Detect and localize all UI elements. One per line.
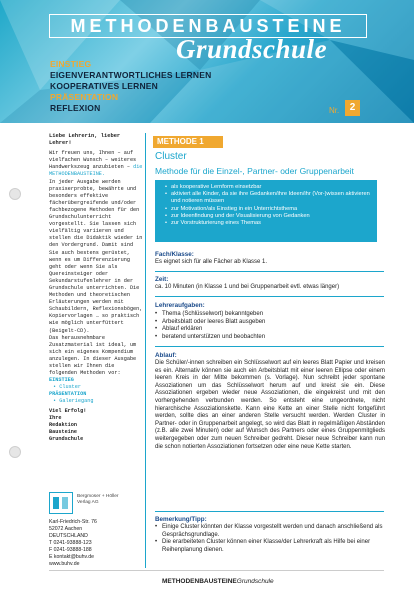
fach-heading: Fach/Klasse: xyxy=(155,251,194,258)
sign-redaktion: Redaktion xyxy=(49,421,78,428)
category-einstieg: EINSTIEG xyxy=(50,59,92,69)
list-item: • Einige Cluster könnten der Klasse vorgestellt werden und danach anschließend als Gesprächsgrundlage. xyxy=(155,524,385,539)
contact-email: E kontakt@buhv.de xyxy=(49,554,94,560)
goal-item: • aktiviert alle Kinder, da sie ihre Gedanken/ihre Ideen/ihr (Vor-)wissen aktivieren und notieren müssen xyxy=(165,191,371,205)
category-reflexion: REFLEXION xyxy=(50,103,101,113)
paragraph-1: In jeder Ausgabe werden praxiserprobte, bewährte und besonders effektive fächerübergreifende und/oder fachbezogene Methoden für den Grundschulunterricht vorgestellt. Sie lassen sich vielfältig variieren und stellen die Didaktik wieder in den Vordergrund. Damit sind Sie auch bestens gerüstet, wenn es um Differenzierung geht oder wenn Sie als Quereinsteiger oder Sekundarstufenlehrer in der Grundschule unterrichten. Die Methoden und theoretischen Erläuterungen werden mit Schaubildern, Reflexionsbögen, Kopiervorlagen … so praktisch wie möglich unterfüttert (Beigelt-CD). xyxy=(49,178,143,334)
issue-number-label: Nr. xyxy=(329,106,340,115)
sign-grundschule: Grundschule xyxy=(49,435,84,442)
goal-item: • zur Vorstrukturierung eines Themas xyxy=(165,220,371,227)
sign-bausteine: Bausteine xyxy=(49,428,78,435)
goal-item: • als kooperative Lernform einsetzbar xyxy=(165,184,371,191)
issue-number-badge: 2 xyxy=(345,100,360,116)
ablauf-text: Die Schüler/-innen schreiben ein Schlüsselwort auf ein leeres Blatt Papier und kreisen es ein. Alternativ können sie auch ein Arbeitsblatt mit einer leeren Ellipse oder einem leeren Kreis in der Mitte bekommen (s. Vorlage). Nun schreibt jeder spontane Assoziationen um das Schlüsselwort herum auf und kreist sie ein. Diese Assoziationen ergeben wieder neue Assoziationen, die eingekreist und mit den vorhergehenden verbunden werden. So entsteht eine ungeordnete, nicht hierarchische Assoziationskette. Kann eine Kette an einer Stelle nicht fortgeführt werden, sollte dies an einer anderen Stelle versucht werden. Werden Cluster in Partner- oder in Gruppenarbeit angelegt, so wird das Blatt in regelmäßigen Abständen (z.B. alle zwei Minuten) oder auf Wunsch des Partners oder eines Gruppenmitglieds weitergegeben oder zum neuen Schreiber gedreht. Dieser neue Schreiber kann nun die schon notierten Assoziationen fortsetzen oder eine neue Kette starten. xyxy=(155,360,385,450)
list-item: • Thema (Schlüsselwort) bekanntgeben xyxy=(155,311,385,319)
ablauf-heading: Ablauf: xyxy=(155,352,177,359)
contact-street: Karl-Friedrich-Str. 76 xyxy=(49,519,97,525)
praesentation-heading: PRÄSENTATION xyxy=(49,391,87,398)
praesentation-item: • Galeriegang xyxy=(53,398,94,405)
divider xyxy=(155,511,384,512)
divider xyxy=(155,271,384,272)
list-item: • Die erarbeiteten Cluster können einer Klasse/der Lehrerkraft als Hilfe bei einer Reihenplanung dienen. xyxy=(155,539,385,554)
tipp-heading: Bemerkung/Tipp: xyxy=(155,516,207,523)
goal-item: • zur Ideenfindung und der Visualisierung von Gedanken xyxy=(165,213,371,220)
binder-hole-icon xyxy=(9,446,21,458)
einstieg-heading: EINSTIEG xyxy=(49,377,74,384)
intro-text xyxy=(49,150,143,178)
category-eigenverantwortliches-lernen: EIGENVERANTWORTLICHES LERNEN xyxy=(50,70,212,80)
contact-fax: F 0241-93888-188 xyxy=(49,547,92,553)
lehreraufgaben-heading: Lehreraufgaben: xyxy=(155,302,205,309)
publisher-name xyxy=(77,494,118,506)
list-item: • Ablauf erklären xyxy=(155,326,385,334)
method-title: Cluster xyxy=(155,151,187,162)
binder-hole-icon xyxy=(9,188,21,200)
publisher-line-2: Verlag AG xyxy=(77,500,99,505)
publisher-contact xyxy=(49,519,97,568)
brand-subtitle: Grundschule xyxy=(176,34,328,64)
footer-brand-italic: Grundschule xyxy=(236,578,274,585)
contact-website: www.buhv.de xyxy=(49,561,80,567)
publisher-line-1: Bergmoser + Höller xyxy=(77,494,119,499)
method-tag: METHODE 1 xyxy=(153,136,223,148)
contact-city: 52072 Aachen xyxy=(49,526,83,532)
publisher-logo-icon xyxy=(49,492,73,514)
einstieg-item: • Cluster xyxy=(53,384,82,391)
lehreraufgaben-list xyxy=(155,311,385,341)
intro-pre: Wir freuen uns, Ihnen – auf vielfachen Wunsch – weiteres Handwerkszeug anzubieten – xyxy=(49,150,137,171)
tipp-list xyxy=(155,524,385,554)
footer-brand xyxy=(162,578,274,585)
sign-ihre: Ihre xyxy=(49,414,62,421)
paragraph-2: Das herausnehmbare Zusatzmaterial ist ideal, um sich ein eigenes Kompendium anzulegen. In dieser Ausgabe stellen wir Ihnen die folgenden Methoden vor: xyxy=(49,334,137,377)
greeting: Liebe Lehrerin, lieber Lehrer! xyxy=(49,133,121,147)
list-item: • Arbeitsblatt oder leeres Blatt ausgeben xyxy=(155,319,385,327)
brand-title: METHODENBAUSTEINE xyxy=(49,14,367,38)
list-item: • beratend unterstützen und beobachten xyxy=(155,334,385,342)
divider xyxy=(155,296,384,297)
sign-off: Viel Erfolg! xyxy=(49,407,87,414)
category-kooperatives-lernen: KOOPERATIVES LERNEN xyxy=(50,81,159,91)
goals-box xyxy=(155,180,377,242)
zeit-heading: Zeit: xyxy=(155,276,169,283)
editorial-column xyxy=(49,133,143,443)
header-banner xyxy=(0,0,414,123)
column-divider xyxy=(145,133,146,568)
contact-phone: T 0241-93888-123 xyxy=(49,540,92,546)
footer-brand-bold: METHODENBAUSTEINE xyxy=(162,578,237,585)
zeit-text: ca. 10 Minuten (in Klasse 1 und bei Gruppenarbeit evtl. etwas länger) xyxy=(155,284,340,290)
contact-country: DEUTSCHLAND xyxy=(49,533,88,539)
fach-text: Es eignet sich für alle Fächer ab Klasse 1. xyxy=(155,259,268,265)
footer-divider xyxy=(49,570,384,571)
category-praesentation: PRÄSENTATION xyxy=(50,92,119,102)
intro-highlight: die METHODENBAUSTEINE. xyxy=(49,164,143,178)
goal-item: • zur Motivation/als Einstieg in ein Unterrichtsthema xyxy=(165,206,371,213)
method-subtitle: Methode für die Einzel-, Partner- oder Gruppenarbeit xyxy=(155,166,354,176)
divider xyxy=(155,346,384,347)
